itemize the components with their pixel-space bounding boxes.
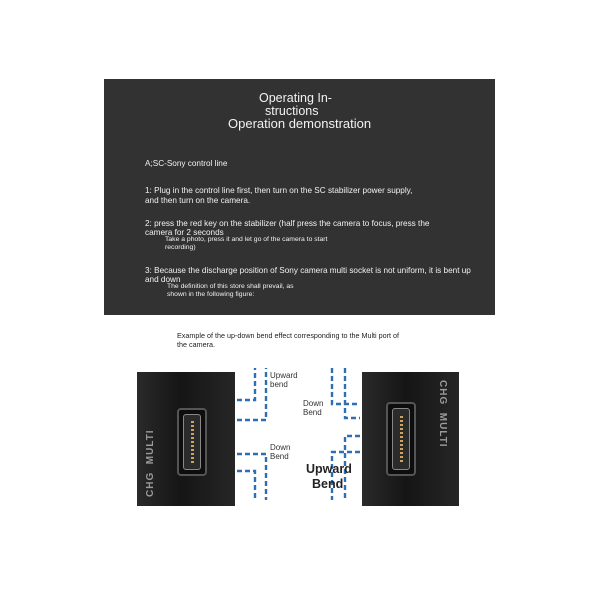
step1-line2: and then turn on the camera. (145, 196, 251, 205)
step1-line1: 1: Plug in the control line first, then turn on the SC stabilizer power supply, (145, 186, 413, 195)
right-down-bend-line-inner (345, 368, 360, 418)
step2-sub2: recording) (165, 244, 196, 251)
subtitle: Operation demonstration (228, 116, 372, 131)
right-down-label-line2: Bend (303, 408, 322, 417)
step2-line2: camera for 2 seconds (145, 228, 224, 237)
right-port-label: CHG MULTI (437, 380, 448, 448)
step2-sub1: Take a photo, press it and let go of the camera to start (165, 236, 328, 243)
right-upward-label-line1: Upward (306, 462, 352, 476)
figure-caption-line1: Example of the up-down bend effect corresponding to the Multi port of (177, 331, 400, 340)
left-port-label: CHG MULTI (145, 429, 156, 497)
section-a: A;SC-Sony control line (145, 159, 228, 168)
left-upward-label-line1: Upward (270, 371, 298, 380)
left-down-label-line2: Bend (270, 452, 289, 461)
title-line-2: structions (265, 104, 319, 118)
left-upward-bend-line-inner (237, 368, 266, 420)
title-line-1: Operating In- (259, 91, 332, 105)
step3-line2: and down (145, 275, 181, 284)
left-down-bend-line-outer (237, 471, 255, 500)
step3-sub2: shown in the following figure: (167, 291, 255, 298)
left-down-bend-line-inner (237, 454, 266, 500)
right-down-label-line1: Down (303, 399, 324, 408)
step3-sub1: The definition of this store shall prevail, as (167, 283, 294, 290)
step2-line1: 2: press the red key on the stabilizer (half press the camera to focus, press the (145, 219, 430, 228)
left-upward-label-line2: bend (270, 380, 288, 389)
figure-caption-line2: the camera. (177, 340, 215, 349)
left-down-label-line1: Down (270, 443, 291, 452)
step3-line1: 3: Because the discharge position of Sony camera multi socket is not uniform, it is bent up (145, 266, 471, 275)
left-upward-bend-line-outer (237, 368, 255, 400)
right-upward-label-line2: Bend (312, 477, 344, 491)
